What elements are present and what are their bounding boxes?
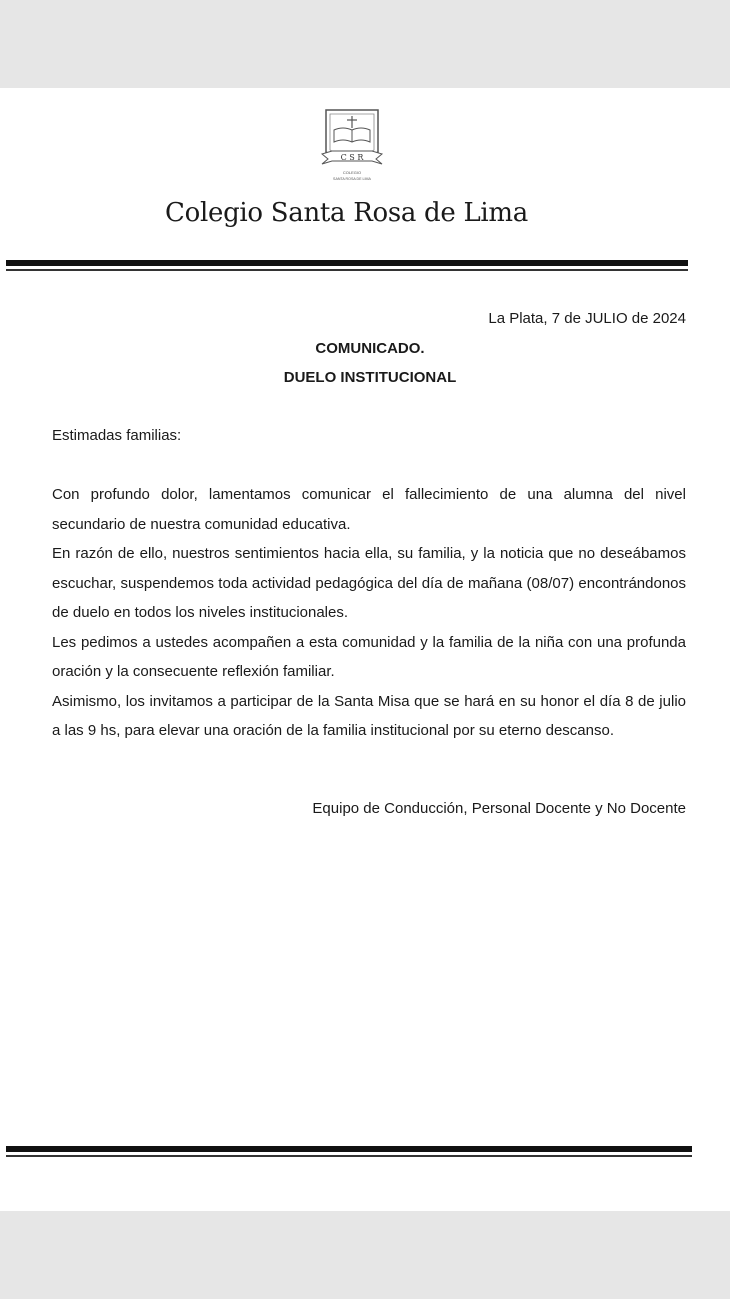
letter-signature: Equipo de Conducción, Personal Docente y No Docente [312,800,686,817]
footer-divider-thin [6,1155,692,1157]
logo-caption-line1: COLEGIO [342,170,362,175]
header-divider [6,260,688,266]
letter-subtitle: DUELO INSTITUCIONAL [283,369,457,386]
body-paragraph: Con profundo dolor, lamentamos comunicar el fallecimiento de una alumna del nivel secundario de nuestra comunidad educativa. [52,486,686,533]
body-paragraph: En razón de ello, nuestros sentimientos hacia ella, su familia, y la noticia que no deseábamos escuchar, suspendemos toda actividad pedagógica del día de mañana (08/07) encontrándonos de duelo en todos los niveles institucionales. [52,545,686,621]
body-paragraph: Asimismo, los invitamos a participar de la Santa Misa que se hará en su honor el día 8 de julio a las 9 hs, para elevar una oración de la familia institucional por su eterno descanso. [52,692,686,739]
body-paragraph: Les pedimos a ustedes acompañen a esta comunidad y la familia de la niña con una profunda oración y la consecuente reflexión familiar. [52,633,686,680]
letter-date: La Plata, 7 de JULIO de 2024 [488,310,686,327]
letter-body [52,480,686,746]
footer-divider [6,1146,692,1152]
letter-title: COMUNICADO. [315,340,425,357]
logo-initials: C S R [340,153,364,162]
school-name: Colegio Santa Rosa de Lima [165,198,528,228]
logo-caption-line2: SANTA ROSA DE LIMA [333,177,371,181]
header-divider-thin [6,269,688,271]
letter-salutation: Estimadas familias: [52,427,182,444]
school-crest-logo [318,106,386,186]
letter-page [0,88,730,1211]
